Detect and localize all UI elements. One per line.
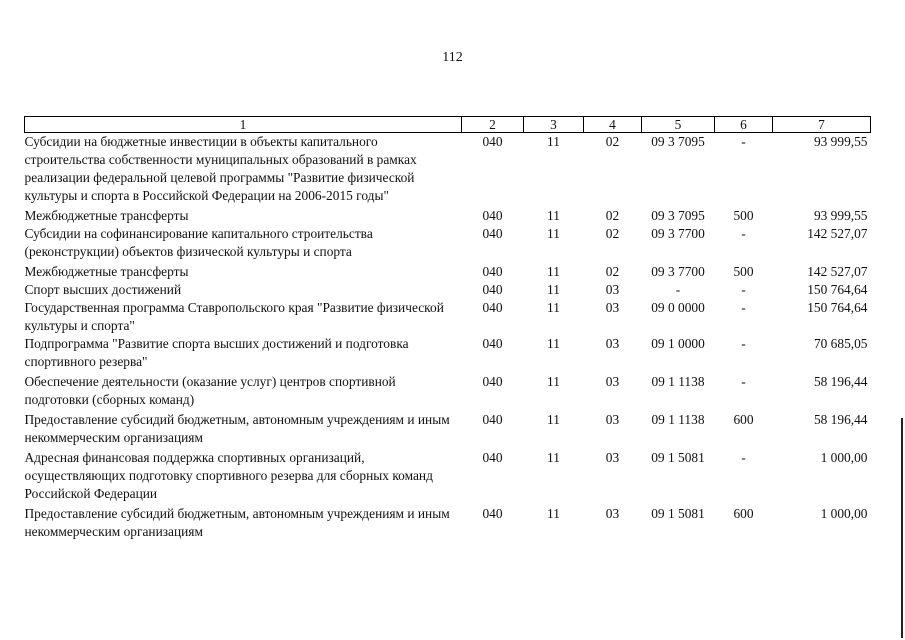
column-header: 6 bbox=[715, 117, 773, 133]
row-code-ministry: 040 bbox=[482, 374, 503, 389]
row-code-ministry: 040 bbox=[482, 264, 503, 279]
row-code-section: 11 bbox=[547, 264, 560, 279]
row-description: Межбюджетные трансферты bbox=[24, 208, 189, 223]
row-code-subsection: 02 bbox=[605, 208, 620, 223]
row-description: Предоставление субсидий бюджетным, автономным учреждениям и иным некоммерческим организациям bbox=[24, 506, 450, 539]
row-amount: 1 000,00 bbox=[820, 506, 868, 521]
row-code-expense-type: - bbox=[741, 134, 746, 149]
row-code-ministry: 040 bbox=[482, 412, 503, 427]
table-row bbox=[25, 263, 871, 281]
row-description: Субсидии на бюджетные инвестиции в объекты капитального строительства собственности муниципальных образований в рамках реализации федеральной целевой программы "Развитие физической культуры и спорта в Российской Федерации на 2006-2015 годы" bbox=[24, 134, 417, 203]
row-code-subsection: 03 bbox=[605, 506, 620, 521]
row-amount: 93 999,55 bbox=[813, 208, 868, 223]
table-header-row bbox=[25, 117, 871, 133]
row-code-section: 11 bbox=[547, 134, 560, 149]
table-row bbox=[25, 373, 871, 411]
row-code-target: 09 0 0000 bbox=[651, 300, 705, 315]
row-code-section: 11 bbox=[547, 208, 560, 223]
row-code-target: - bbox=[675, 282, 681, 297]
row-code-expense-type: - bbox=[741, 374, 746, 389]
column-header: 7 bbox=[773, 117, 871, 133]
table-row bbox=[25, 411, 871, 449]
row-code-target: 09 3 7095 bbox=[651, 134, 705, 149]
row-code-ministry: 040 bbox=[482, 226, 503, 241]
row-code-subsection: 03 bbox=[605, 300, 620, 315]
row-code-ministry: 040 bbox=[482, 450, 503, 465]
row-amount: 150 764,64 bbox=[807, 282, 868, 297]
row-description: Предоставление субсидий бюджетным, автономным учреждениям и иным некоммерческим организациям bbox=[24, 412, 450, 445]
row-code-section: 11 bbox=[547, 412, 560, 427]
row-code-expense-type: 600 bbox=[733, 506, 754, 521]
row-code-section: 11 bbox=[547, 300, 560, 315]
row-code-ministry: 040 bbox=[482, 506, 503, 521]
page-number: 112 bbox=[442, 50, 463, 65]
row-code-target: 09 1 5081 bbox=[651, 506, 705, 521]
row-code-subsection: 03 bbox=[605, 282, 620, 297]
row-code-ministry: 040 bbox=[482, 134, 503, 149]
row-code-subsection: 03 bbox=[605, 336, 620, 351]
row-code-section: 11 bbox=[547, 450, 560, 465]
scan-edge-mark bbox=[901, 418, 903, 638]
column-header: 5 bbox=[642, 117, 715, 133]
row-amount: 1 000,00 bbox=[820, 450, 868, 465]
row-description: Подпрограмма "Развитие спорта высших достижений и подготовка спортивного резерва" bbox=[24, 336, 409, 369]
row-code-subsection: 02 bbox=[605, 134, 620, 149]
row-code-subsection: 03 bbox=[605, 412, 620, 427]
row-code-expense-type: - bbox=[741, 450, 746, 465]
table-row bbox=[25, 133, 871, 208]
column-header: 2 bbox=[462, 117, 524, 133]
row-code-expense-type: - bbox=[741, 300, 746, 315]
row-code-expense-type: - bbox=[741, 226, 746, 241]
row-amount: 58 196,44 bbox=[813, 374, 868, 389]
row-description: Адресная финансовая поддержка спортивных организаций, осуществляющих подготовку спортивного резерва для сборных команд Российской Федерации bbox=[24, 450, 433, 501]
row-description: Обеспечение деятельности (оказание услуг) центров спортивной подготовки (сборных команд) bbox=[24, 374, 396, 407]
row-code-section: 11 bbox=[547, 506, 560, 521]
row-code-target: 09 3 7700 bbox=[651, 226, 705, 241]
row-description: Спорт высших достижений bbox=[24, 282, 182, 297]
row-code-target: 09 3 7700 bbox=[651, 264, 705, 279]
row-code-ministry: 040 bbox=[482, 208, 503, 223]
row-code-section: 11 bbox=[547, 282, 560, 297]
column-header: 1 bbox=[25, 117, 462, 133]
row-code-target: 09 1 0000 bbox=[651, 336, 705, 351]
row-code-target: 09 1 5081 bbox=[651, 450, 705, 465]
row-amount: 58 196,44 bbox=[813, 412, 868, 427]
row-amount: 142 527,07 bbox=[807, 226, 868, 241]
row-code-section: 11 bbox=[547, 374, 560, 389]
row-code-expense-type: 500 bbox=[733, 264, 754, 279]
row-code-target: 09 1 1138 bbox=[651, 412, 705, 427]
table-row bbox=[25, 225, 871, 263]
column-header: 4 bbox=[584, 117, 642, 133]
row-code-expense-type: - bbox=[741, 282, 746, 297]
row-code-target: 09 1 1138 bbox=[651, 374, 705, 389]
row-code-subsection: 03 bbox=[605, 450, 620, 465]
row-code-ministry: 040 bbox=[482, 336, 503, 351]
row-code-expense-type: - bbox=[741, 336, 746, 351]
row-code-subsection: 02 bbox=[605, 226, 620, 241]
row-code-ministry: 040 bbox=[482, 282, 503, 297]
column-header: 3 bbox=[524, 117, 584, 133]
row-description: Межбюджетные трансферты bbox=[24, 264, 189, 279]
row-code-target: 09 3 7095 bbox=[651, 208, 705, 223]
row-code-expense-type: 500 bbox=[733, 208, 754, 223]
row-code-ministry: 040 bbox=[482, 300, 503, 315]
row-amount: 142 527,07 bbox=[807, 264, 868, 279]
row-amount: 93 999,55 bbox=[813, 134, 868, 149]
row-amount: 150 764,64 bbox=[807, 300, 868, 315]
row-code-section: 11 bbox=[547, 336, 560, 351]
row-amount: 70 685,05 bbox=[813, 336, 868, 351]
table-row bbox=[25, 281, 871, 299]
row-code-expense-type: 600 bbox=[733, 412, 754, 427]
row-description: Государственная программа Ставропольского края "Развитие физической культуры и спорта" bbox=[24, 300, 444, 333]
table-row bbox=[25, 505, 871, 541]
table-row bbox=[25, 449, 871, 505]
row-code-section: 11 bbox=[547, 226, 560, 241]
row-code-subsection: 03 bbox=[605, 374, 620, 389]
table-row bbox=[25, 299, 871, 335]
budget-table bbox=[24, 116, 871, 541]
row-code-subsection: 02 bbox=[605, 264, 620, 279]
table-row bbox=[25, 207, 871, 225]
table-row bbox=[25, 335, 871, 373]
row-description: Субсидии на софинансирование капитального строительства (реконструкции) объектов физической культуры и спорта bbox=[24, 226, 373, 259]
